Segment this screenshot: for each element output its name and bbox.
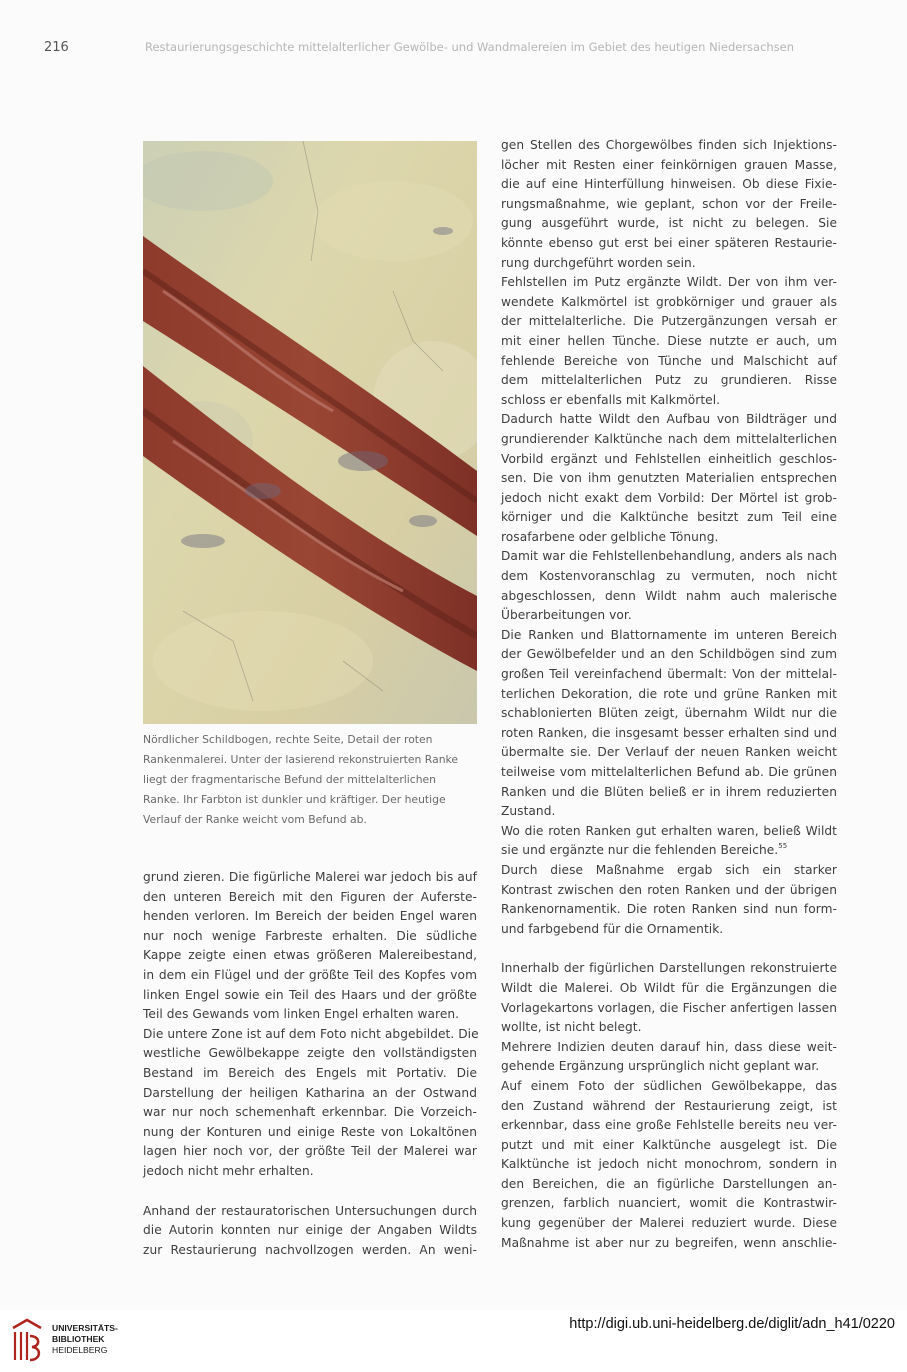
text-line: rung durchgeführt worden sein. <box>501 255 696 270</box>
caption-line: liegt der fragmentarische Befund der mittelalterlichen <box>143 773 437 786</box>
text-line: Auf einem Foto der südlichen Gewölbekappe, das <box>501 1078 837 1093</box>
text-line: körniger und die Kalktünche besitzt zum Teil eine <box>501 510 837 525</box>
text-line: jedoch nicht mehr erhalten. <box>143 1163 314 1178</box>
library-line: BIBLIOTHEK <box>52 1334 105 1344</box>
text-line: nur noch wenige Farbreste erhalten. Die südliche <box>143 928 477 943</box>
text-line: dem mittelalterlichen Putz zu grundieren. Risse <box>501 373 837 388</box>
text-line: den unteren Bereich mit den Figuren der Auferste- <box>143 889 477 904</box>
text-line: gung ausgeführt wurde, ist nicht zu belegen. Sie <box>501 216 837 231</box>
text-line: Teil des Gewands vom linken Engel erhalten waren. <box>143 1007 460 1022</box>
text-line: die auf eine Hinterfüllung hinweisen. Ob diese Fixie- <box>501 177 837 192</box>
text-line: dem Kostenvoranschlag zu vermuten, noch nicht <box>501 569 837 584</box>
running-title: Restaurierungsgeschichte mittelalterlicher Gewölbe- und Wandmalereien im Gebiet des heutigen Niedersachsen <box>145 40 795 54</box>
caption-line: Nördlicher Schildbogen, rechte Seite, Detail der roten <box>143 733 433 746</box>
text-line: Anhand der restauratorischen Untersuchungen durch <box>143 1203 477 1218</box>
left-text-column <box>143 868 477 1260</box>
text-line: Zustand. <box>501 804 556 819</box>
caption-line: Rankenmalerei. Unter der lasierend rekonstruierten Ranke <box>143 753 459 766</box>
figure-caption <box>143 730 483 830</box>
text-line: grundierender Kalktünche nach dem mittelalterlichen <box>501 431 837 446</box>
text-line: könnte ebenso gut erst bei einer späteren Restaurie- <box>501 235 837 250</box>
text-line: henden verloren. Im Bereich der beiden Engel waren <box>143 909 477 924</box>
text-line: gen Stellen des Chorgewölbes finden sich Injektions- <box>501 138 837 152</box>
text-line: Vorbild ergänzt und Fehlstellen einheitlich geschlos- <box>501 451 837 466</box>
text-line: übermalte sie. Der Verlauf der neuen Ranken weicht <box>501 745 837 760</box>
right-text-column <box>501 136 837 1253</box>
paragraph-gap <box>143 1182 477 1202</box>
footnote-marker[interactable]: 55 <box>778 842 788 851</box>
text-line: zur Restaurierung nachvollzogen werden. An weni- <box>143 1242 477 1257</box>
paragraph-gap <box>501 939 837 959</box>
text-line: in dem ein Flügel und der größte Teil des Kopfes vom <box>143 967 477 982</box>
text-line: und farbgebend für die Ornamentik. <box>501 921 724 936</box>
text-line: wendete Kalkmörtel ist grobkörniger und grauer als <box>501 294 837 309</box>
caption-line: Ranke. Ihr Farbton ist dunkler und kräftiger. Der heutige <box>143 793 446 806</box>
text-line: Wo die roten Ranken gut erhalten waren, beließ Wildt <box>501 823 837 838</box>
library-name <box>52 1323 118 1356</box>
library-line: UNIVERSITÄTS- <box>52 1323 118 1333</box>
text-line: Kontrast zwischen den roten Ranken und der übrigen <box>501 882 837 897</box>
text-line: kung gegenüber der Malerei reduziert wurde. Diese <box>501 1216 837 1231</box>
text-line: Die Ranken und Blattornamente im unteren Bereich <box>501 627 837 642</box>
text-line: roten Ranken, die insgesamt besser erhalten sind und <box>501 725 837 740</box>
text-line: Damit war die Fehlstellenbehandlung, anders als nach <box>501 549 837 564</box>
text-line: teilweise vom mittelalterlichen Befund ab. Die grünen <box>501 765 837 779</box>
text-line: der mittelalterliche. Die Putzergänzungen versah er <box>501 314 837 329</box>
text-line: war nur noch schemenhaft erkennbar. Die Vorzeich- <box>143 1105 477 1120</box>
text-line: rungsmaßnahme, wie geplant, schon vor der Freile- <box>501 196 837 211</box>
text-line: den Bereichen, die an figürliche Darstellungen an- <box>501 1176 837 1191</box>
text-line: Durch diese Maßnahme ergab sich ein starker <box>501 862 837 877</box>
text-line: Maßnahme ist aber nur zu begreifen, wenn anschlie- <box>501 1235 837 1250</box>
caption-line: Verlauf der Ranke weicht vom Befund ab. <box>143 813 367 826</box>
text-line: Die untere Zone ist auf dem Foto nicht abgebildet. Die <box>143 1026 479 1041</box>
page-number: 216 <box>44 40 69 55</box>
text-line: Rankenornamentik. Die roten Ranken sind nun form- <box>501 902 837 917</box>
text-line: fehlende Bereiche von Tünche und Malschicht auf <box>501 353 837 368</box>
text-line: Vorlagekartons vorlagen, die Fischer anfertigen lassen <box>501 1000 837 1015</box>
text-line: sen. Die von ihm genutzten Materialien entsprechen <box>501 471 837 486</box>
text-line: jedoch nicht exakt dem Vorbild: Der Mörtel ist grob- <box>501 490 837 505</box>
text-line: Innerhalb der figürlichen Darstellungen rekonstruierte <box>501 961 837 976</box>
library-city: HEIDELBERG <box>52 1345 108 1355</box>
text-line: erkennbar, dass eine große Fehlstelle bereits neu ver- <box>501 1118 837 1133</box>
text-line: schloss er ebenfalls mit Kalkmörtel. <box>501 392 721 407</box>
text-line: den Zustand während der Restaurierung zeigt, ist <box>501 1098 837 1113</box>
text-line: Bestand im Bereich des Engels mit Portativ. Die <box>143 1065 477 1080</box>
text-line: linken Engel sowie ein Teil des Haars und der größte <box>143 987 477 1002</box>
text-line: abgeschlossen, denn Wildt nahm auch malerische <box>501 588 837 603</box>
text-line: Überarbeitungen vor. <box>501 608 632 623</box>
wall-painting-photo <box>143 141 477 724</box>
text-line: terlichen Dekoration, die rote und grüne Ranken mit <box>501 686 837 701</box>
text-line: westliche Gewölbekappe zeigte den vollständigsten <box>143 1046 477 1061</box>
text-line: Wildt die Malerei. Ob Wildt für die Ergänzungen die <box>501 980 837 995</box>
text-line: schablonierten Blüten zeigt, übernahm Wildt nur die <box>501 706 837 721</box>
text-line: sie und ergänzte nur die fehlenden Bereiche.$^{55}$ <box>501 842 788 858</box>
text-line: gehende Ergänzung ursprünglich nicht geplant war. <box>501 1059 820 1074</box>
text-line: Kalktünche ist jedoch nicht monochrom, sondern in <box>501 1157 837 1172</box>
text-line: grund zieren. Die figürliche Malerei war jedoch bis auf <box>143 870 477 884</box>
library-logo-icon <box>10 1318 44 1364</box>
text-line: Kappe zeigte einen etwas größeren Malereibestand, <box>143 948 477 963</box>
source-url-link[interactable]: http://digi.ub.uni-heidelberg.de/diglit/adn_h41/0220 <box>569 1316 895 1332</box>
text-line: Fehlstellen im Putz ergänzte Wildt. Der von ihm ver- <box>501 275 837 290</box>
text-line: mit einer hellen Tünche. Diese nutzte er auch, um <box>501 333 837 348</box>
text-line: grenzen, farblich nuanciert, womit die Kontrastwir- <box>501 1196 837 1211</box>
text-line: nung der Konturen und einige Reste von Lokaltönen <box>143 1124 477 1139</box>
text-line: wollte, ist nicht belegt. <box>501 1020 642 1035</box>
text-line: der Gewölbefelder und an den Schildbögen sind zum <box>501 647 837 662</box>
text-line: Ranken und die Blüten beließ er in ihrem reduzierten <box>501 784 837 799</box>
text-line: putzt und mit einer Kalktünche ausgelegt ist. Die <box>501 1137 837 1152</box>
text-line: die Autorin konnten nur einige der Angaben Wildts <box>143 1223 477 1238</box>
text-line: rosafarbene oder gelbliche Tönung. <box>501 529 719 544</box>
text-line: löcher mit Resten einer feinkörnigen grauen Masse, <box>501 157 837 172</box>
text-line: lagen hier noch vor, der größte Teil der Malerei war <box>143 1144 477 1159</box>
text-line: Dadurch hatte Wildt den Aufbau von Bildträger und <box>501 412 837 427</box>
text-line: Darstellung der heiligen Katharina an der Ostwand <box>143 1085 477 1100</box>
text-line: großen Teil vereinfachend übermalt: Von der mittelal- <box>501 667 837 682</box>
text-line: Mehrere Indizien deuten darauf hin, dass diese weit- <box>501 1039 837 1054</box>
